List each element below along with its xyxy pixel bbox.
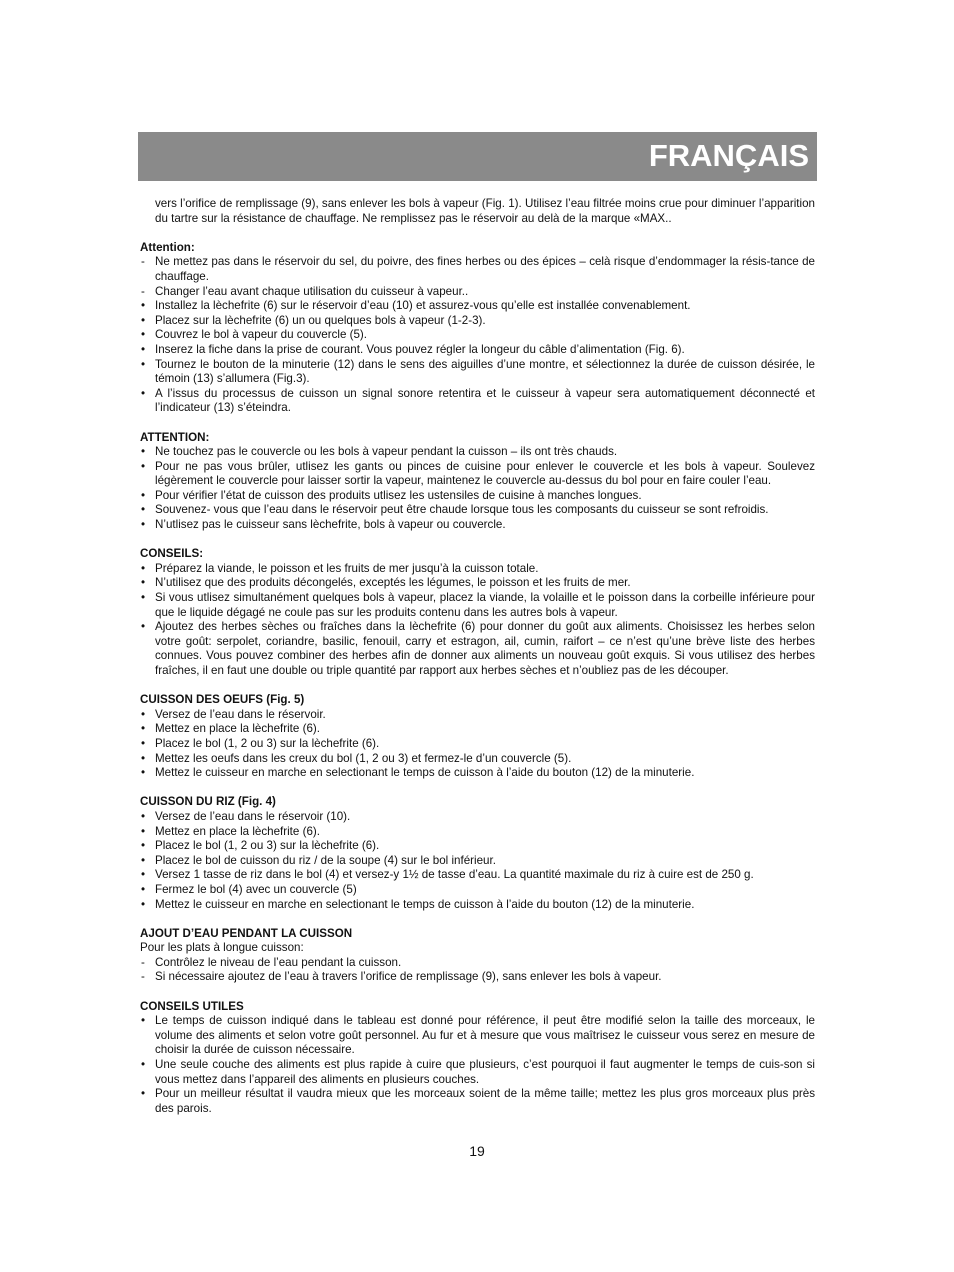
manual-text-body [140, 197, 815, 1116]
list-item [140, 722, 815, 737]
list-item [140, 883, 815, 898]
list-item-marker: • [141, 1058, 146, 1072]
list-item [140, 825, 815, 840]
list-item-text: A l’issus du processus de cuisson un signal sonore retentira et le cuisseur à vapeur sera automatiquement déconnecté et l’indicateur (13) s’éteindra. [155, 386, 815, 415]
list-item-text: Si vous utlisez simultanément quelques bols à vapeur, placez la viande, la volaille et le poisson dans la corbeille inférieure pour que le liquide dégagé ne coule pas sur les produits contenu dans les autres bols à vapeur. [155, 591, 815, 619]
list-item [140, 1087, 815, 1116]
section-list [140, 445, 815, 533]
section [140, 431, 815, 533]
list-item-marker: • [141, 853, 146, 867]
list-item [140, 387, 815, 416]
list-item [140, 489, 815, 504]
list-item-marker: • [141, 459, 146, 473]
list-item-marker: • [141, 313, 146, 327]
list-item [140, 737, 815, 752]
list-item [140, 328, 815, 343]
list-item-text: Pour un meilleur résultat il vaudra mieux que les morceaux soient de la même taille; mettez les plus gros morceaux plus près des parois. [155, 1087, 815, 1115]
list-item-marker: • [141, 576, 146, 590]
list-item-text: Pour ne pas vous brûler, utlisez les gants ou pinces de cuisine pour enlever le couvercle et les bols à vapeur. Soulevez légèrement le couvercle pour laisser sortir la vapeur, maintenez le couvercle au-dessus du bol pour en faire couler l’eau. [155, 459, 815, 488]
section [140, 693, 815, 781]
list-item [140, 518, 815, 533]
list-item-text: Contrôlez le niveau de l’eau pendant la cuisson. [155, 955, 402, 969]
section-heading: ATTENTION: [140, 430, 210, 444]
list-item [140, 868, 815, 883]
list-item-marker: - [141, 955, 145, 969]
list-item [140, 343, 815, 358]
list-item-marker: • [141, 736, 146, 750]
section [140, 241, 815, 416]
section-heading: Attention: [140, 240, 195, 254]
list-item-marker: • [141, 824, 146, 838]
list-item-marker: • [141, 503, 146, 517]
list-item-marker: • [141, 342, 146, 356]
section-list [140, 810, 815, 912]
list-item-text: Le temps de cuisson indiqué dans le tableau est donné pour référence, il peut être modifié selon la taille des morceaux, le volume des aliments et selon votre goût personnel. Au fur et à mesure que vous maîtrisez le cuisseur vous serez en mesure de choisir la durée de cuisson nécessaire. [155, 1014, 815, 1057]
list-item-marker: • [141, 488, 146, 502]
list-item-text: Une seule couche des aliments est plus rapide à cuire que plusieurs, c’est pourquoi il faut augmenter le temps de cuis-son si vous mettez dans l’appareil des aliments en plusieurs couches. [155, 1058, 815, 1086]
list-item-marker: • [141, 445, 146, 459]
section-list [140, 708, 815, 781]
list-item-text: N’utlisez pas le cuisseur sans lèchefrite, bols à vapeur ou couvercle. [155, 518, 506, 532]
list-item-marker: - [141, 284, 145, 298]
list-item-text: Couvrez le bol à vapeur du couvercle (5). [155, 328, 368, 342]
section [140, 927, 815, 985]
list-item-text: Versez 1 tasse de riz dans le bol (4) et versez-y 1½ de tasse d’eau. La quantité maximale du riz à cuire est de 250 g. [155, 868, 754, 882]
section [140, 547, 815, 678]
list-item-marker: • [141, 882, 146, 896]
list-item-marker: • [141, 518, 146, 532]
list-item [140, 445, 815, 460]
list-item-text: Inserez la fiche dans la prise de courant. Vous pouvez régler la longeur du câble d’alimentation (Fig. 6). [155, 342, 685, 356]
list-item-text: Préparez la viande, le poisson et les fruits de mer jusqu’à la cuisson totale. [155, 561, 539, 575]
list-item-text: Ajoutez des herbes sèches ou fraîches dans la lèchefrite (6) pour donner du goût aux aliments. Choisissez les herbes selon votre goût: serpolet, coriandre, basilic, fenouil, carry et estragon, ail, cumin, raifort – ce n’est qu’une brève liste des herbes connues. Vous pouvez combiner des herbes afin de donner aux aliments un nouveau goût exquis. Si vous utilisez des herbes fraîches, il en faut une double ou triple quantité par rapport aux herbes sèches et n’oubliez pas de les découper. [155, 620, 815, 677]
list-item [140, 255, 815, 284]
section-heading: AJOUT D’EAU PENDANT LA CUISSON [140, 926, 353, 940]
section-list [140, 562, 815, 679]
list-item-marker: - [141, 970, 145, 984]
list-item-marker: • [141, 707, 146, 721]
list-item-marker: • [141, 299, 146, 313]
list-item-marker: • [141, 561, 146, 575]
list-item-marker: • [141, 766, 146, 780]
list-item [140, 970, 815, 985]
language-header-bar [138, 132, 817, 181]
list-item [140, 620, 815, 678]
list-item-marker: • [141, 328, 146, 342]
list-item-text: Si nécessaire ajoutez de l’eau à travers l’orifice de remplissage (9), sans enlever les bols à vapeur. [155, 970, 662, 984]
list-item [140, 839, 815, 854]
list-item-marker: • [141, 1087, 146, 1101]
list-item-text: Mettez les oeufs dans les creux du bol (1, 2 ou 3) et fermez-le d’un couvercle (5). [155, 751, 572, 765]
list-item-marker: • [141, 809, 146, 823]
list-item-marker: • [141, 897, 146, 911]
list-item-text: Mettez le cuisseur en marche en selectionant le temps de cuisson à l’aide du bouton (12) de la minuterie. [155, 897, 695, 911]
list-item-text: N’utilisez que des produits décongelés, exceptés les légumes, le poisson et les fruits de mer. [155, 576, 631, 590]
list-item [140, 576, 815, 591]
list-item-text: Placez le bol (1, 2 ou 3) sur la lèchefrite (6). [155, 736, 380, 750]
page-number: 19 [469, 1143, 485, 1159]
list-item [140, 810, 815, 825]
list-item-marker: • [141, 591, 146, 605]
list-item-marker: • [141, 357, 146, 371]
section-heading: CUISSON DES OEUFS (Fig. 5) [140, 693, 305, 707]
list-item [140, 1014, 815, 1058]
intro-paragraph: vers l’orifice de remplissage (9), sans enlever les bols à vapeur (Fig. 1). Utilisez l’eau filtrée moins crue pour diminuer l’apparition du tartre sur la résistance de chauffage. Ne remplissez pas le réservoir au delà de la marque «MAX.. [155, 197, 815, 225]
list-item-marker: • [141, 751, 146, 765]
section [140, 1000, 815, 1117]
list-item-marker: • [141, 868, 146, 882]
list-item-marker: - [141, 255, 145, 269]
list-item [140, 299, 815, 314]
list-item-text: Installez la lèchefrite (6) sur le réservoir d’eau (10) et assurez-vous qu’elle est installée convenablement. [155, 299, 691, 313]
list-item-marker: • [141, 386, 146, 400]
list-item-text: Placez sur la lèchefrite (6) un ou quelques bols à vapeur (1-2-3). [155, 313, 486, 327]
list-item-text: Tournez le bouton de la minuterie (12) dans le sens des aiguilles d’une montre, et sélectionnez la durée de cuisson désirée, le témoin (13) s’allumera (Fig.3). [155, 357, 815, 386]
list-item-text: Versez de l’eau dans le réservoir (10). [155, 809, 351, 823]
list-item-text: Mettez le cuisseur en marche en selectionant le temps de cuisson à l’aide du bouton (12) de la minuterie. [155, 766, 695, 780]
list-item-text: Souvenez- vous que l’eau dans le réservoir peut être chaude lorsque tous les composants du cuisseur se sont refroidis. [155, 503, 769, 517]
section-list [140, 956, 815, 985]
list-item-text: Mettez en place la lèchefrite (6). [155, 722, 320, 736]
list-item-marker: • [141, 722, 146, 736]
section-heading: CONSEILS: [140, 547, 204, 561]
section-subtext: Pour les plats à longue cuisson: [140, 941, 304, 955]
list-item [140, 898, 815, 913]
list-item-text: Placez le bol de cuisson du riz / de la soupe (4) sur le bol inférieur. [155, 853, 496, 867]
list-item-text: Ne mettez pas dans le réservoir du sel, du poivre, des fines herbes ou des épices – celà risque d’endommager la résis-tance de chauffage. [155, 255, 815, 283]
section-heading: CUISSON DU RIZ (Fig. 4) [140, 795, 276, 809]
list-item [140, 708, 815, 723]
list-item [140, 956, 815, 971]
list-item-text: Mettez en place la lèchefrite (6). [155, 824, 320, 838]
list-item-text: Ne touchez pas le couvercle ou les bols à vapeur pendant la cuisson – ils ont très chauds. [155, 445, 618, 459]
list-item [140, 285, 815, 300]
list-item [140, 591, 815, 620]
language-title: FRANÇAIS [648, 138, 809, 173]
list-item [140, 460, 815, 489]
list-item [140, 752, 815, 767]
list-item-text: Placez le bol (1, 2 ou 3) sur la lèchefrite (6). [155, 839, 380, 853]
list-item-text: Changer l’eau avant chaque utilisation du cuisseur à vapeur.. [155, 284, 469, 298]
list-item [140, 1058, 815, 1087]
section-list [140, 255, 815, 416]
list-item [140, 503, 815, 518]
list-item [140, 358, 815, 387]
section-heading: CONSEILS UTILES [140, 999, 244, 1013]
section [140, 795, 815, 912]
list-item-marker: • [141, 1014, 146, 1028]
list-item [140, 766, 815, 781]
list-item-marker: • [141, 620, 146, 634]
list-item-text: Pour vérifier l’état de cuisson des produits utlisez les ustensiles de cuisine à manches longues. [155, 488, 642, 502]
list-item-marker: • [141, 839, 146, 853]
sections-container [140, 241, 815, 1117]
list-item-text: Versez de l’eau dans le réservoir. [155, 707, 326, 721]
section-list [140, 1014, 815, 1116]
list-item-text: Fermez le bol (4) avec un couvercle (5) [155, 882, 357, 896]
list-item [140, 854, 815, 869]
list-item [140, 314, 815, 329]
list-item [140, 562, 815, 577]
